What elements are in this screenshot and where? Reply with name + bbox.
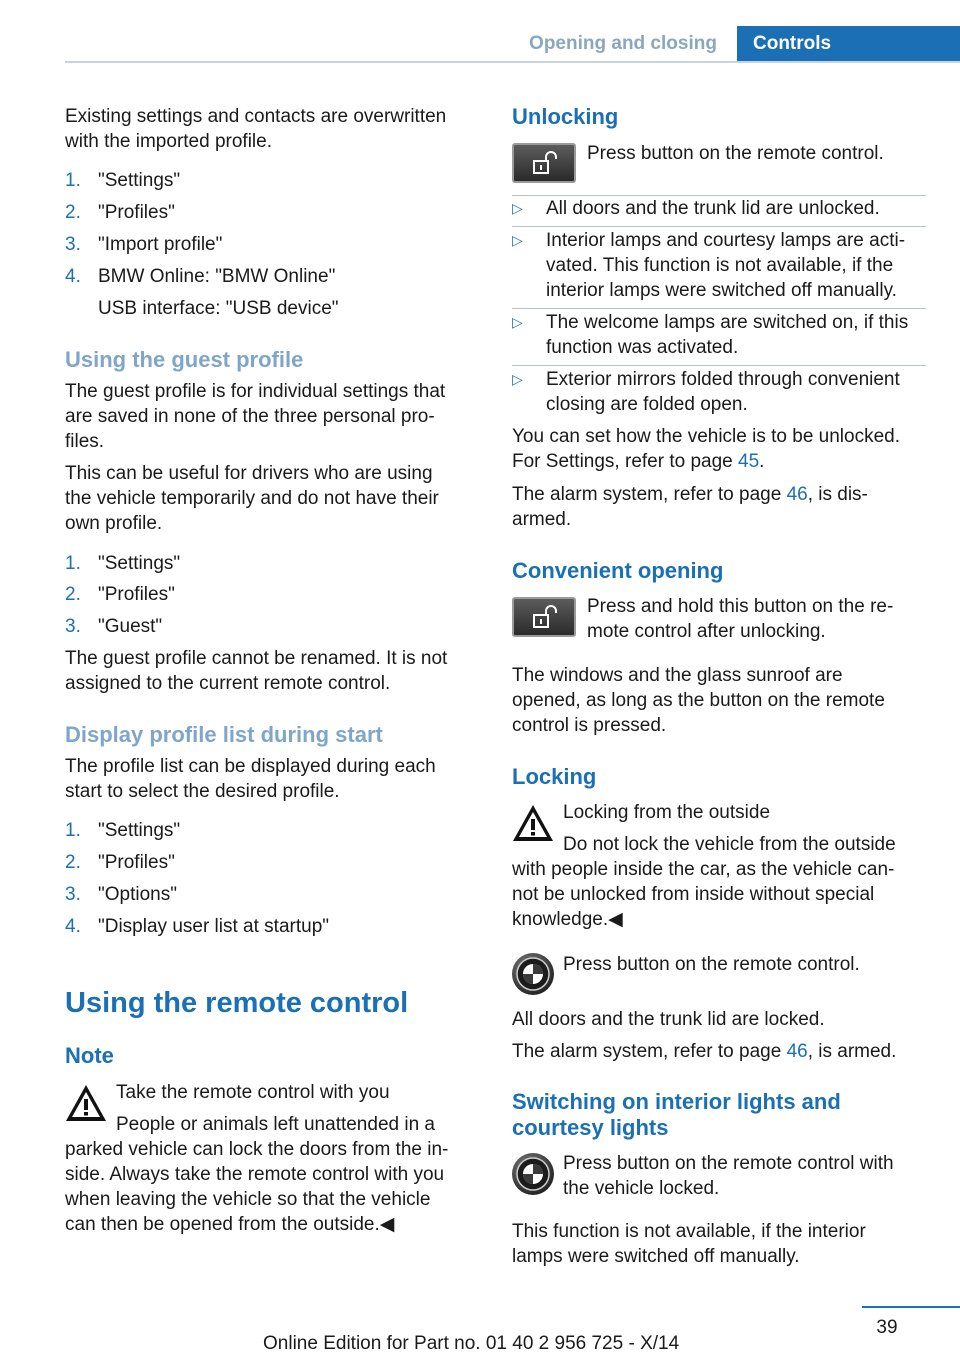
intro-line-2: with the imported profile. <box>65 131 272 152</box>
divider <box>512 365 926 366</box>
note-heading: Note <box>65 1043 114 1068</box>
unlock-button-icon <box>512 143 576 183</box>
unlock-setting-line: For Settings, refer to page 45. <box>512 451 765 472</box>
lock-warn-line: Do not lock the vehicle from the outside <box>563 834 896 855</box>
locking-heading: Locking <box>512 764 597 789</box>
lock-warn-line: with people inside the car, as the vehicle can‐ <box>512 859 895 880</box>
footer-rule <box>862 1306 960 1308</box>
bullet-icon: ▷ <box>512 371 523 387</box>
display-p-line: start to select the desired profile. <box>65 781 340 802</box>
divider <box>512 226 926 227</box>
lock-warn-title: Locking from the outside <box>563 802 771 823</box>
page-link-46[interactable]: 46 <box>786 1041 808 1062</box>
guest-p1-line: The guest profile is for individual settings that <box>65 381 446 402</box>
note-title: Take the remote control with you <box>116 1082 390 1103</box>
page-number: 39 <box>876 1317 898 1338</box>
bullet-icon: ▷ <box>512 232 523 248</box>
unlocking-heading: Unlocking <box>512 104 619 129</box>
alarm-disarm-line: armed. <box>512 509 572 530</box>
lock-all-text: All doors and the trunk lid are locked. <box>512 1009 825 1030</box>
bullet-icon: ▷ <box>512 314 523 330</box>
page-link-45[interactable]: 45 <box>738 451 760 472</box>
conv-text-line: Press and hold this button on the re‐ <box>587 596 894 617</box>
display-p-line: The profile list can be displayed during each <box>65 756 436 777</box>
bmw-lock-button-icon <box>512 1153 554 1195</box>
unlocking-text: Press button on the remote control. <box>587 143 884 164</box>
header-tab-controls: Controls <box>737 26 960 62</box>
guest-p3-line: The guest profile cannot be renamed. It is not <box>65 648 448 669</box>
guest-p1-line: are saved in none of the three personal pro‐ <box>65 406 435 427</box>
windows-line: control is pressed. <box>512 715 667 736</box>
lock-warn-line: knowledge.◀ <box>512 909 623 930</box>
bullet-icon: ▷ <box>512 200 523 216</box>
guest-p2-line: This can be useful for drivers who are using <box>65 463 433 484</box>
note-line: side. Always take the remote control with you <box>65 1164 445 1185</box>
guest-p2-line: the vehicle temporarily and do not have their <box>65 488 439 509</box>
header-section: Opening and closing <box>529 33 717 54</box>
warning-icon <box>65 1083 107 1123</box>
lock-warn-line: not be unlocked from inside without special <box>512 884 875 905</box>
guest-p3-line: assigned to the current remote control. <box>65 673 391 694</box>
lights-note-line: lamps were switched off manually. <box>512 1246 800 1267</box>
unlock-button-icon <box>512 597 576 637</box>
lights-text-line: the vehicle locked. <box>563 1178 720 1199</box>
note-line: can then be opened from the outside.◀ <box>65 1214 395 1235</box>
display-profile-heading: Display profile list during start <box>65 722 383 747</box>
conv-text-line: mote control after unlocking. <box>587 621 826 642</box>
interior-lights-heading: Switching on interior lights and <box>512 1089 841 1114</box>
guest-profile-heading: Using the guest profile <box>65 347 304 372</box>
lights-note-line: This function is not available, if the interior <box>512 1221 866 1242</box>
note-line: when leaving the vehicle so that the vehicle <box>65 1189 431 1210</box>
guest-p2-line: own profile. <box>65 513 163 534</box>
interior-lights-heading: courtesy lights <box>512 1115 669 1140</box>
windows-line: opened, as long as the button on the remote <box>512 690 885 711</box>
lights-text-line: Press button on the remote control with <box>563 1153 894 1174</box>
note-line: parked vehicle can lock the doors from the in‐ <box>65 1139 449 1160</box>
remote-control-heading: Using the remote control <box>65 987 409 1019</box>
note-line: People or animals left unattended in a <box>116 1114 435 1135</box>
windows-line: The windows and the glass sunroof are <box>512 665 843 686</box>
footer-edition: Online Edition for Part no. 01 40 2 956 725 - X/14 <box>263 1333 680 1354</box>
bmw-lock-button-icon <box>512 953 554 995</box>
guest-p1-line: files. <box>65 431 105 452</box>
unlock-setting-line: You can set how the vehicle is to be unlocked. <box>512 426 900 447</box>
alarm-disarm-line: The alarm system, refer to page 46, is dis‐ <box>512 484 868 505</box>
divider <box>512 308 926 309</box>
convenient-opening-heading: Convenient opening <box>512 558 724 583</box>
page-link-46[interactable]: 46 <box>786 484 808 505</box>
intro-line-1: Existing settings and contacts are overwritten <box>65 106 447 127</box>
lock-press-text: Press button on the remote control. <box>563 954 860 975</box>
warning-icon <box>512 803 554 843</box>
alarm-arm-line: The alarm system, refer to page 46, is armed. <box>512 1041 897 1062</box>
header-rule <box>65 61 960 63</box>
